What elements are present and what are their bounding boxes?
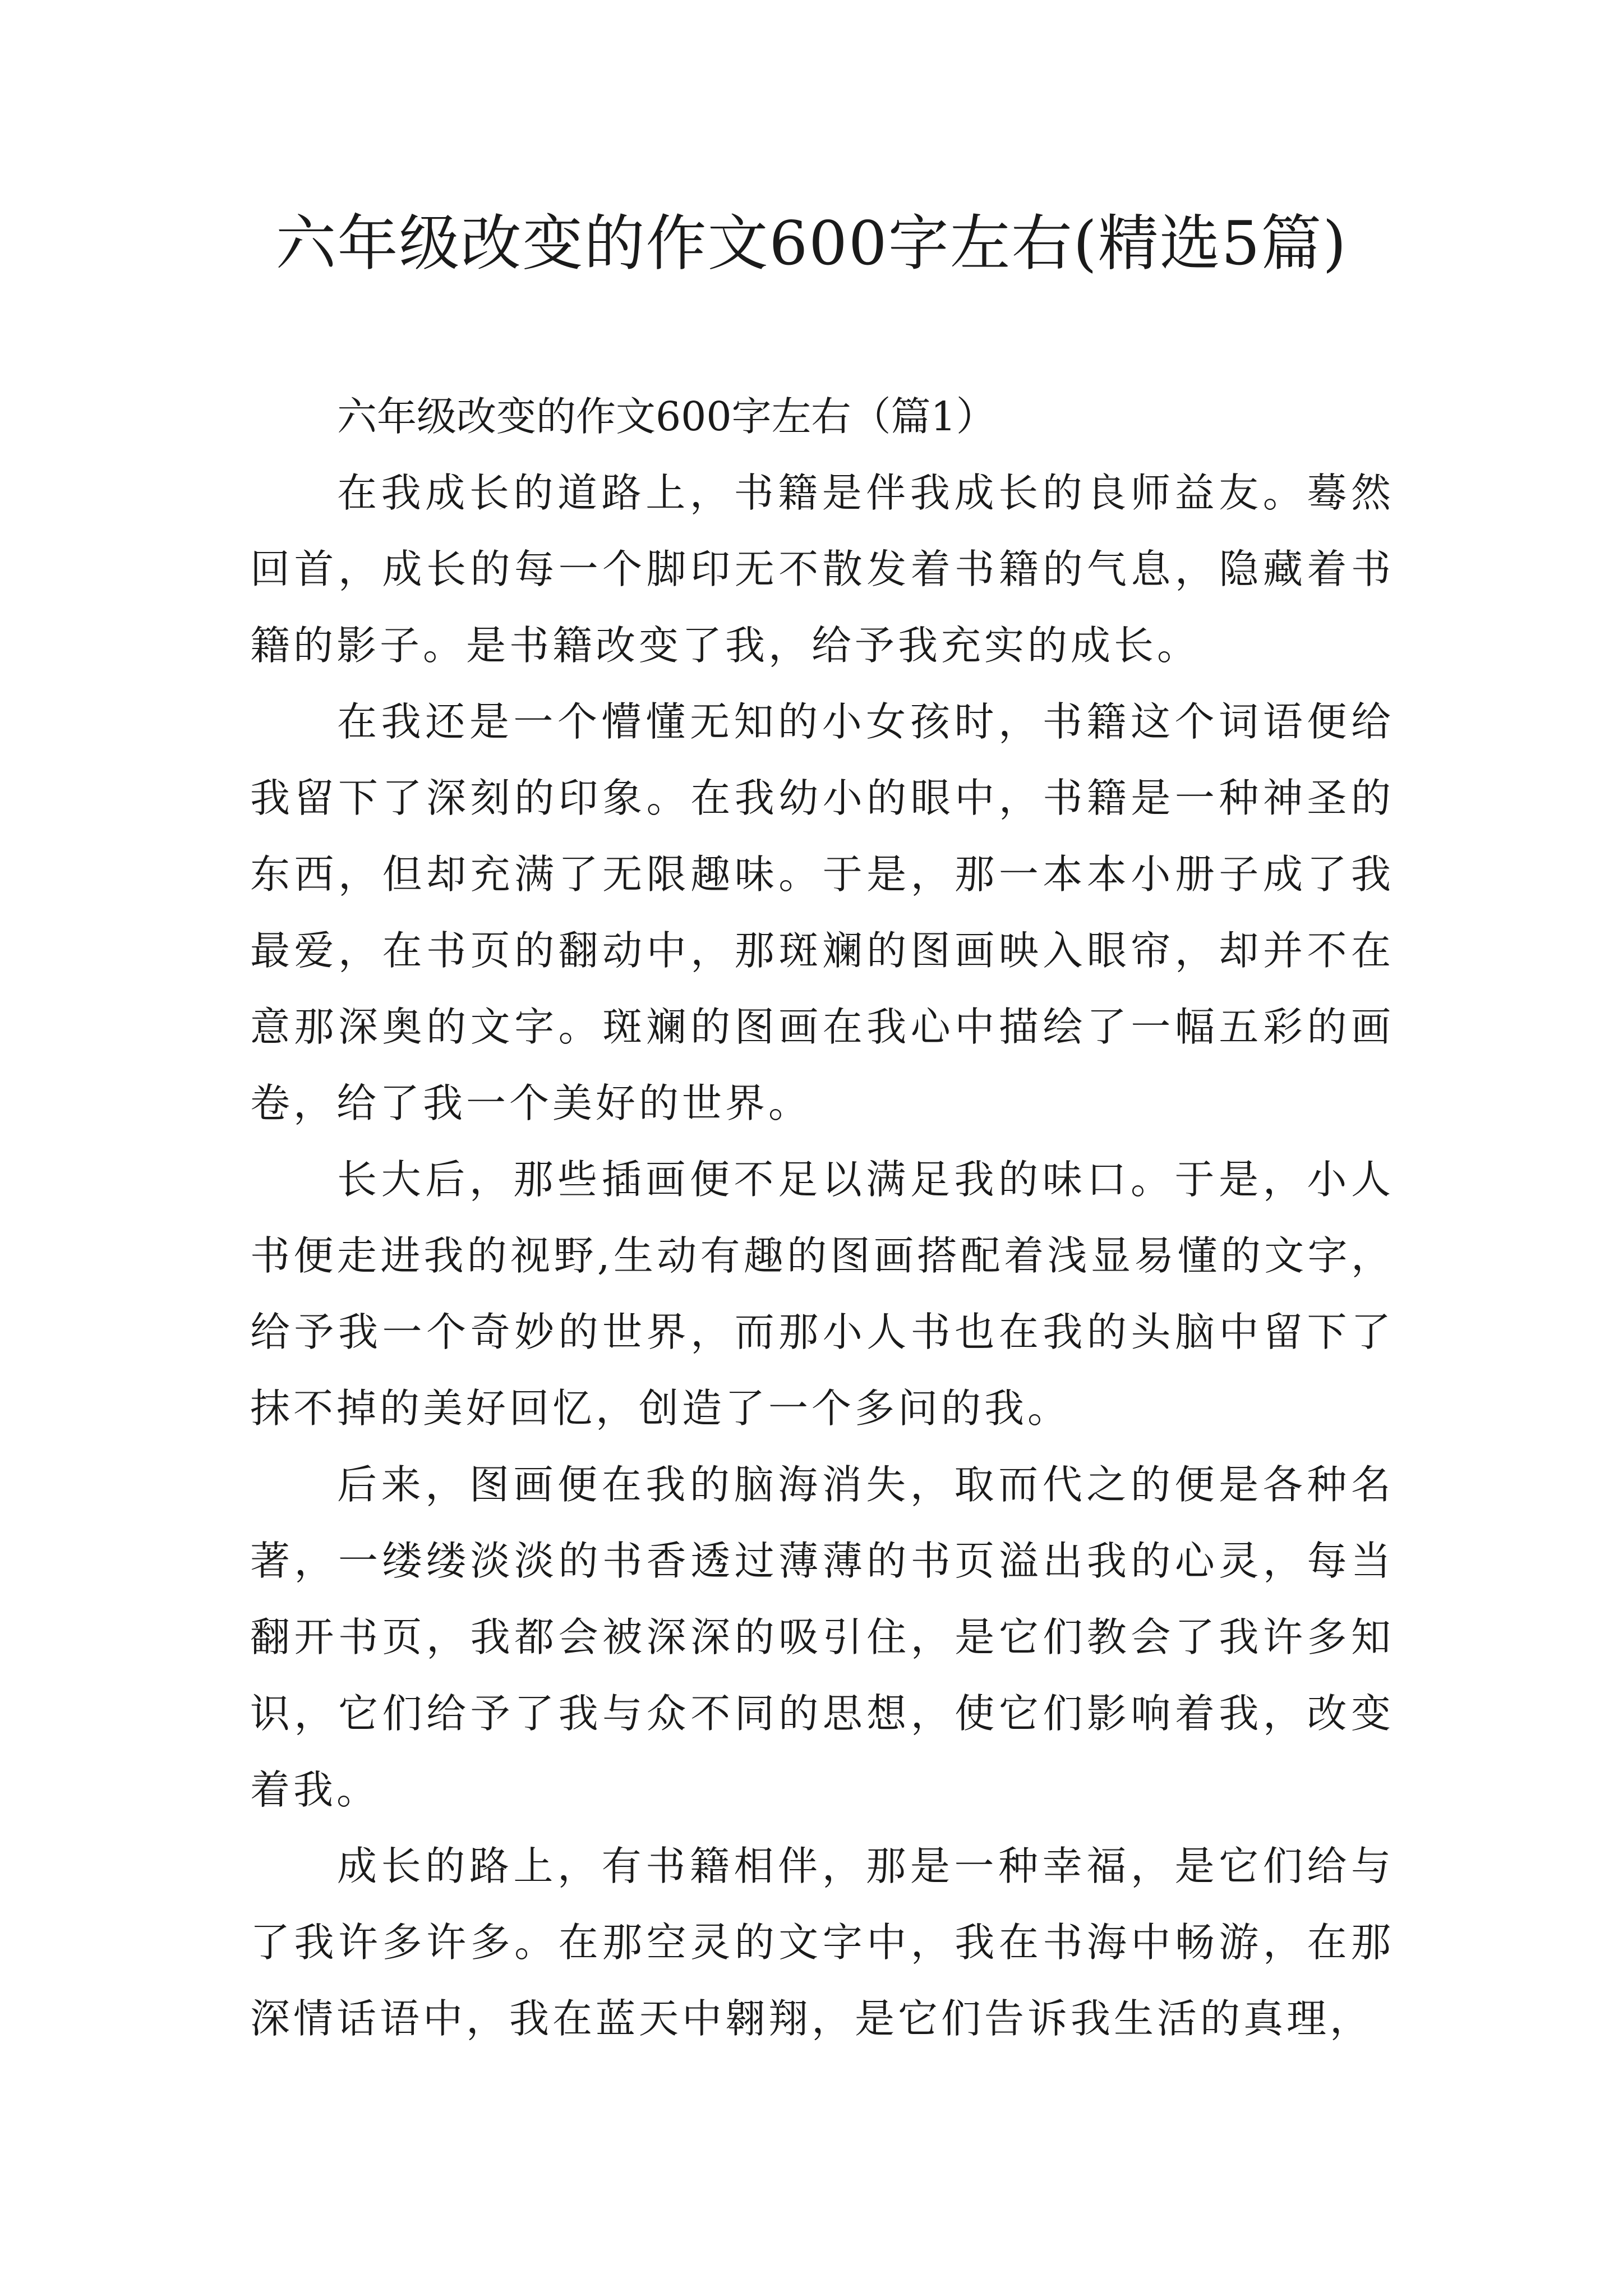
- paragraph: 成长的路上，有书籍相伴，那是一种幸福，是它们给与了我许多许多。在那空灵的文字中，我在书海中畅游，在那深情话语中，我在蓝天中翱翔，是它们告诉我生活的真理，: [250, 1843, 1394, 2042]
- section-heading: 六年级改变的作文600字左右（篇1）: [337, 393, 996, 440]
- paragraph: 在我成长的道路上，书籍是伴我成长的良师益友。蓦然回首，成长的每一个脚印无不散发着书籍的气息，隐藏着书籍的影子。是书籍改变了我，给予我充实的成长。: [250, 470, 1394, 669]
- paragraph: 长大后，那些插画便不足以满足我的味口。于是，小人书便走进我的视野,生动有趣的图画搭配着浅显易懂的文字，给予我一个奇妙的世界，而那小人书也在我的头脑中留下了抹不掉的美好回忆，创造了一个多问的我。: [250, 1156, 1394, 1432]
- paragraph: 后来，图画便在我的脑海消失，取而代之的便是各种名著，一缕缕淡淡的书香透过薄薄的书页溢出我的心灵，每当翻开书页，我都会被深深的吸引住，是它们教会了我许多知识，它们给予了我与众不同的思想，使它们影响着我，改变着我。: [250, 1461, 1394, 1813]
- document-body: [250, 379, 1394, 2057]
- paragraph: 在我还是一个懵懂无知的小女孩时，书籍这个词语便给我留下了深刻的印象。在我幼小的眼中，书籍是一种神圣的东西，但却充满了无限趣味。于是，那一本本小册子成了我最爱，在书页的翻动中，那斑斓的图画映入眼帘，却并不在意那深奥的文字。斑斓的图画在我心中描绘了一幅五彩的画卷，给了我一个美好的世界。: [250, 698, 1394, 1126]
- document-title: 六年级改变的作文600字左右(精选5篇): [275, 209, 1348, 279]
